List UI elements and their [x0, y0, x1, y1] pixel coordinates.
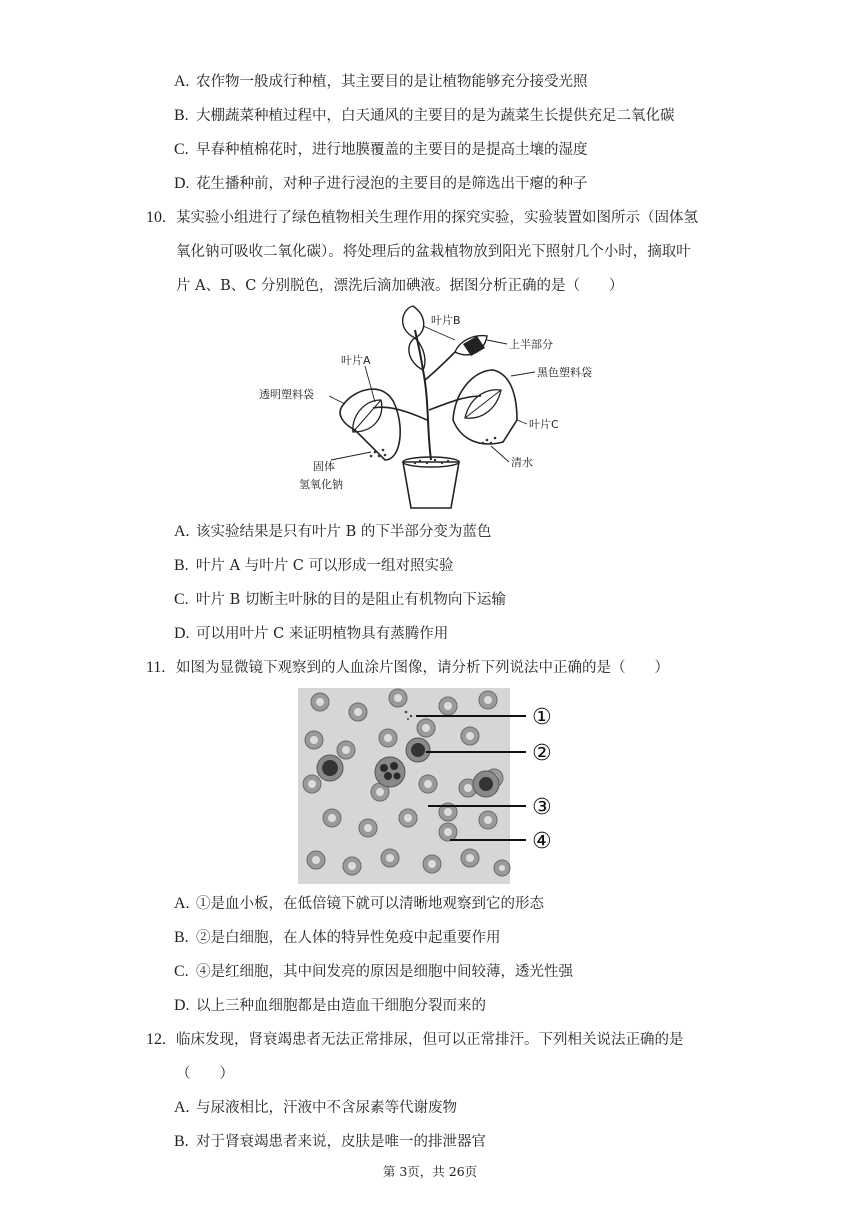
label-black-bag: 黑色塑料袋	[537, 366, 592, 379]
q11-stem: 如图为显微镜下观察到的人血涂片图像，请分析下列说法中正确的是（ ）	[176, 660, 669, 676]
q9-option-a: A. 农作物一般成行种植，其主要目的是让植物能够充分接受光照	[174, 73, 588, 90]
q12-option-a: A. 与尿液相比，汗液中不含尿素等代谢废物	[174, 1099, 457, 1116]
q10-stem-line-3: 片 A、B、C 分别脱色，漂洗后滴加碘液。据图分析正确的是（ ）	[176, 278, 624, 294]
q10-option-d: D. 可以用叶片 C 来证明植物具有蒸腾作用	[174, 625, 449, 642]
q12-option-b: B. 对于肾衰竭患者来说，皮肤是唯一的排泄器官	[174, 1133, 486, 1150]
label-1: ①	[532, 705, 552, 730]
label-3: ③	[532, 795, 552, 820]
label-leaf-b: 叶片B	[431, 314, 461, 327]
label-leaf-a: 叶片A	[341, 354, 371, 367]
q9-option-b: B. 大棚蔬菜种植过程中，白天通风的主要目的是为蔬菜生长提供充足二氧化碳	[174, 107, 675, 124]
q10-option-c: C. 叶片 B 切断主叶脉的目的是阻止有机物向下运输	[174, 591, 506, 608]
q12-stem-line-1: 临床发现，肾衰竭患者无法正常排尿，但可以正常排汗。下列相关说法正确的是	[176, 1032, 684, 1048]
q9-option-d: D. 花生播种前，对种子进行浸泡的主要目的是筛选出干瘪的种子	[174, 175, 588, 192]
q10-number: 10.	[146, 209, 166, 226]
q11-option-b: B. ②是白细胞，在人体的特异性免疫中起重要作用	[174, 929, 501, 946]
label-clear-bag: 透明塑料袋	[259, 388, 314, 401]
q11-option-a: A. ①是血小板，在低倍镜下就可以清晰地观察到它的形态	[174, 895, 544, 912]
page-footer: 第 3页，共 26页	[382, 1164, 478, 1179]
blood-smear-figure	[298, 688, 568, 884]
label-leaf-c: 叶片C	[529, 418, 559, 431]
q12-stem-line-2: （ ）	[176, 1066, 234, 1082]
label-water: 清水	[511, 456, 533, 469]
q11-option-c: C. ④是红细胞，其中间发亮的原因是细胞中间较薄，透光性强	[174, 963, 573, 980]
label-4: ④	[532, 829, 552, 854]
q12-number: 12.	[146, 1031, 166, 1048]
q10-option-b: B. 叶片 A 与叶片 C 可以形成一组对照实验	[174, 557, 454, 574]
label-2: ②	[532, 741, 552, 766]
q11-number: 11.	[146, 659, 166, 676]
label-naoh-1: 固体	[313, 460, 335, 473]
q11-option-d: D. 以上三种血细胞都是由造血干细胞分裂而来的	[174, 997, 486, 1014]
q10-stem-line-2: 氧化钠可吸收二氧化碳）。将处理后的盆栽植物放到阳光下照射几个小时，摘取叶	[176, 244, 691, 260]
q9-option-c: C. 早春种植棉花时，进行地膜覆盖的主要目的是提高土壤的湿度	[174, 141, 588, 158]
q10-stem-line-1: 某实验小组进行了绿色植物相关生理作用的探究实验，实验装置如图所示（固体氢	[176, 210, 698, 226]
label-naoh-2: 氢氧化钠	[299, 478, 343, 491]
plant-experiment-figure	[255, 300, 615, 515]
label-upper-half: 上半部分	[509, 338, 553, 351]
q10-option-a: A. 该实验结果是只有叶片 B 的下半部分变为蓝色	[174, 523, 492, 540]
